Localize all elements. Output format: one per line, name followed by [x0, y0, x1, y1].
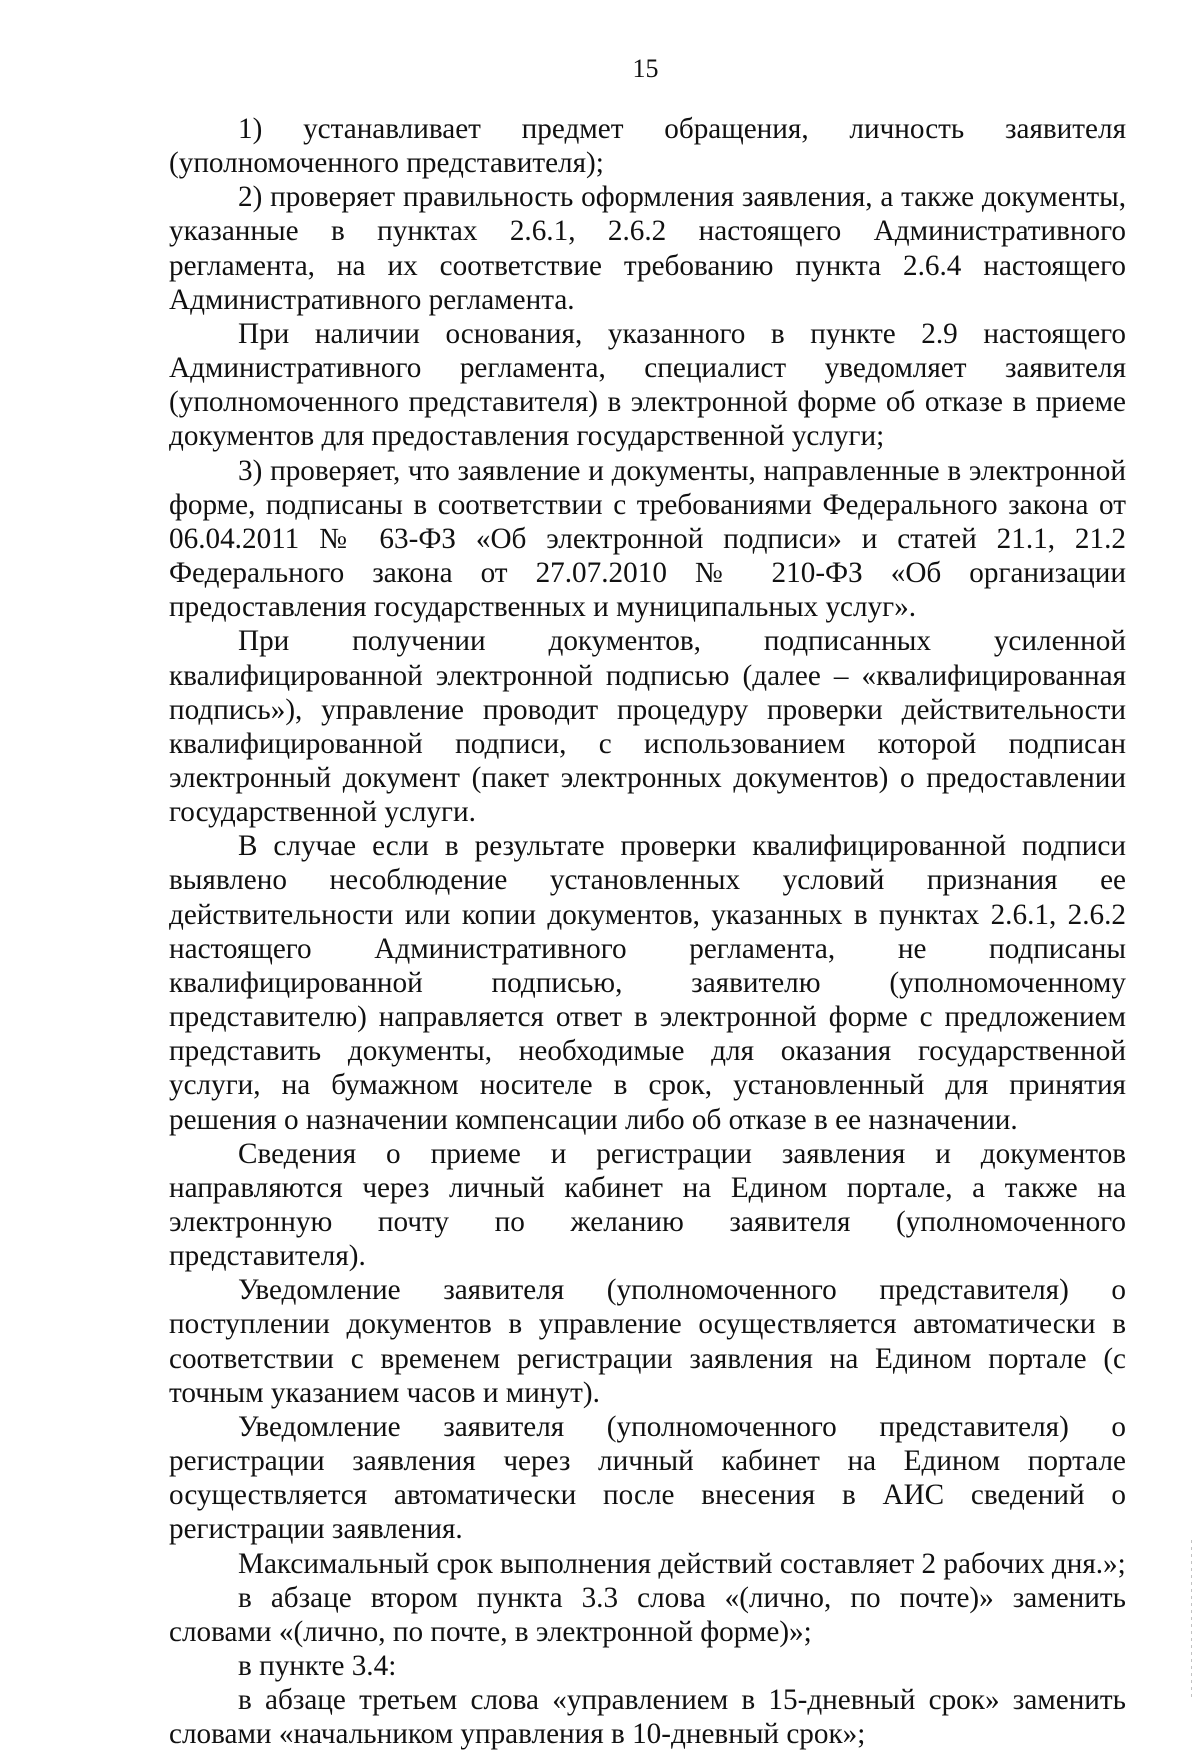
paragraph-item-1: 1) устанавливает предмет обращения, личность заявителя (уполномоченного представителя);	[169, 113, 1126, 180]
paragraph-qualified-signature: При получении документов, подписанных усиленной квалифицированной электронной подписью (далее – «квалифицированная подпись»), управление проводит процедуру проверки действительности квалифицированной подписи, с использованием которой подписан электронный документ (пакет электронных документов) о предоставлении государственной услуги.	[169, 625, 1126, 829]
paragraph-item-2: 2) проверяет правильность оформления заявления, а также документы, указанные в пунктах 2.6.1, 2.6.2 настоящего Административного регламента, на их соответствие требованию пункта 2.6.4 настоящего Административного регламента.	[169, 181, 1126, 316]
paragraph-registration-notification: Уведомление заявителя (уполномоченного представителя) о регистрации заявления через личный кабинет на Едином портале осуществляется автоматически после внесения в АИС сведений о регистрации заявления.	[169, 1410, 1126, 1546]
paragraph-signature-check-result: В случае если в результате проверки квалифицированной подписи выявлено несоблюдение установленных условий признания ее действительности или копии документов, указанных в пунктах 2.6.1, 2.6.2 настоящего Административного регламента, не подписаны квалифицированной подписью, заявителю (уполномоченному представителю) направляется ответ в электронной форме с предложением представить документы, необходимые для оказания государственной услуги, на бумажном носителе в срок, установленный для принятия решения о назначении компенсации либо об отказе в ее назначении.	[169, 830, 1126, 1136]
paragraph-registration-info: Сведения о приеме и регистрации заявления и документов направляются через личный кабинет на Едином портале, а также на электронную почту по желанию заявителя (уполномоченного представителя).	[169, 1137, 1126, 1273]
paragraph-refusal-notice: При наличии основания, указанного в пункте 2.9 настоящего Административного регламента, специалист уведомляет заявителя (уполномоченного представителя) в электронной форме об отказе в приеме документов для предоставления государственной услуги;	[169, 317, 1126, 453]
scan-edge-mark	[1191, 1540, 1192, 1700]
paragraph-receipt-notification: Уведомление заявителя (уполномоченного представителя) о поступлении документов в управление осуществляется автоматически в соответствии с временем регистрации заявления на Едином портале (с точным указанием часов и минут).	[169, 1274, 1126, 1409]
document-body	[169, 112, 1126, 1752]
paragraph-item-3: 3) проверяет, что заявление и документы, направленные в электронной форме, подписаны в соответствии с требованиями Федерального закона от 06.04.2011 № 63-ФЗ «Об электронной подписи» и статей 21.1, 21.2 Федерального закона от 27.07.2010 № 210-ФЗ «Об организации предоставления государственных и муниципальных услуг».	[169, 454, 1126, 624]
paragraph-max-term: Максимальный срок выполнения действий составляет 2 рабочих дня.»;	[238, 1547, 1126, 1580]
paragraph-point-3-4: в пункте 3.4:	[238, 1650, 397, 1683]
page-number: 15	[632, 54, 659, 83]
paragraph-amend-3-4: в абзаце третьем слова «управлением в 15-дневный срок» заменить словами «начальником управления в 10-дневный срок»;	[169, 1684, 1126, 1751]
paragraph-amend-3-3: в абзаце втором пункта 3.3 слова «(лично, по почте)» заменить словами «(лично, по почте, в электронной форме)»;	[169, 1581, 1126, 1648]
